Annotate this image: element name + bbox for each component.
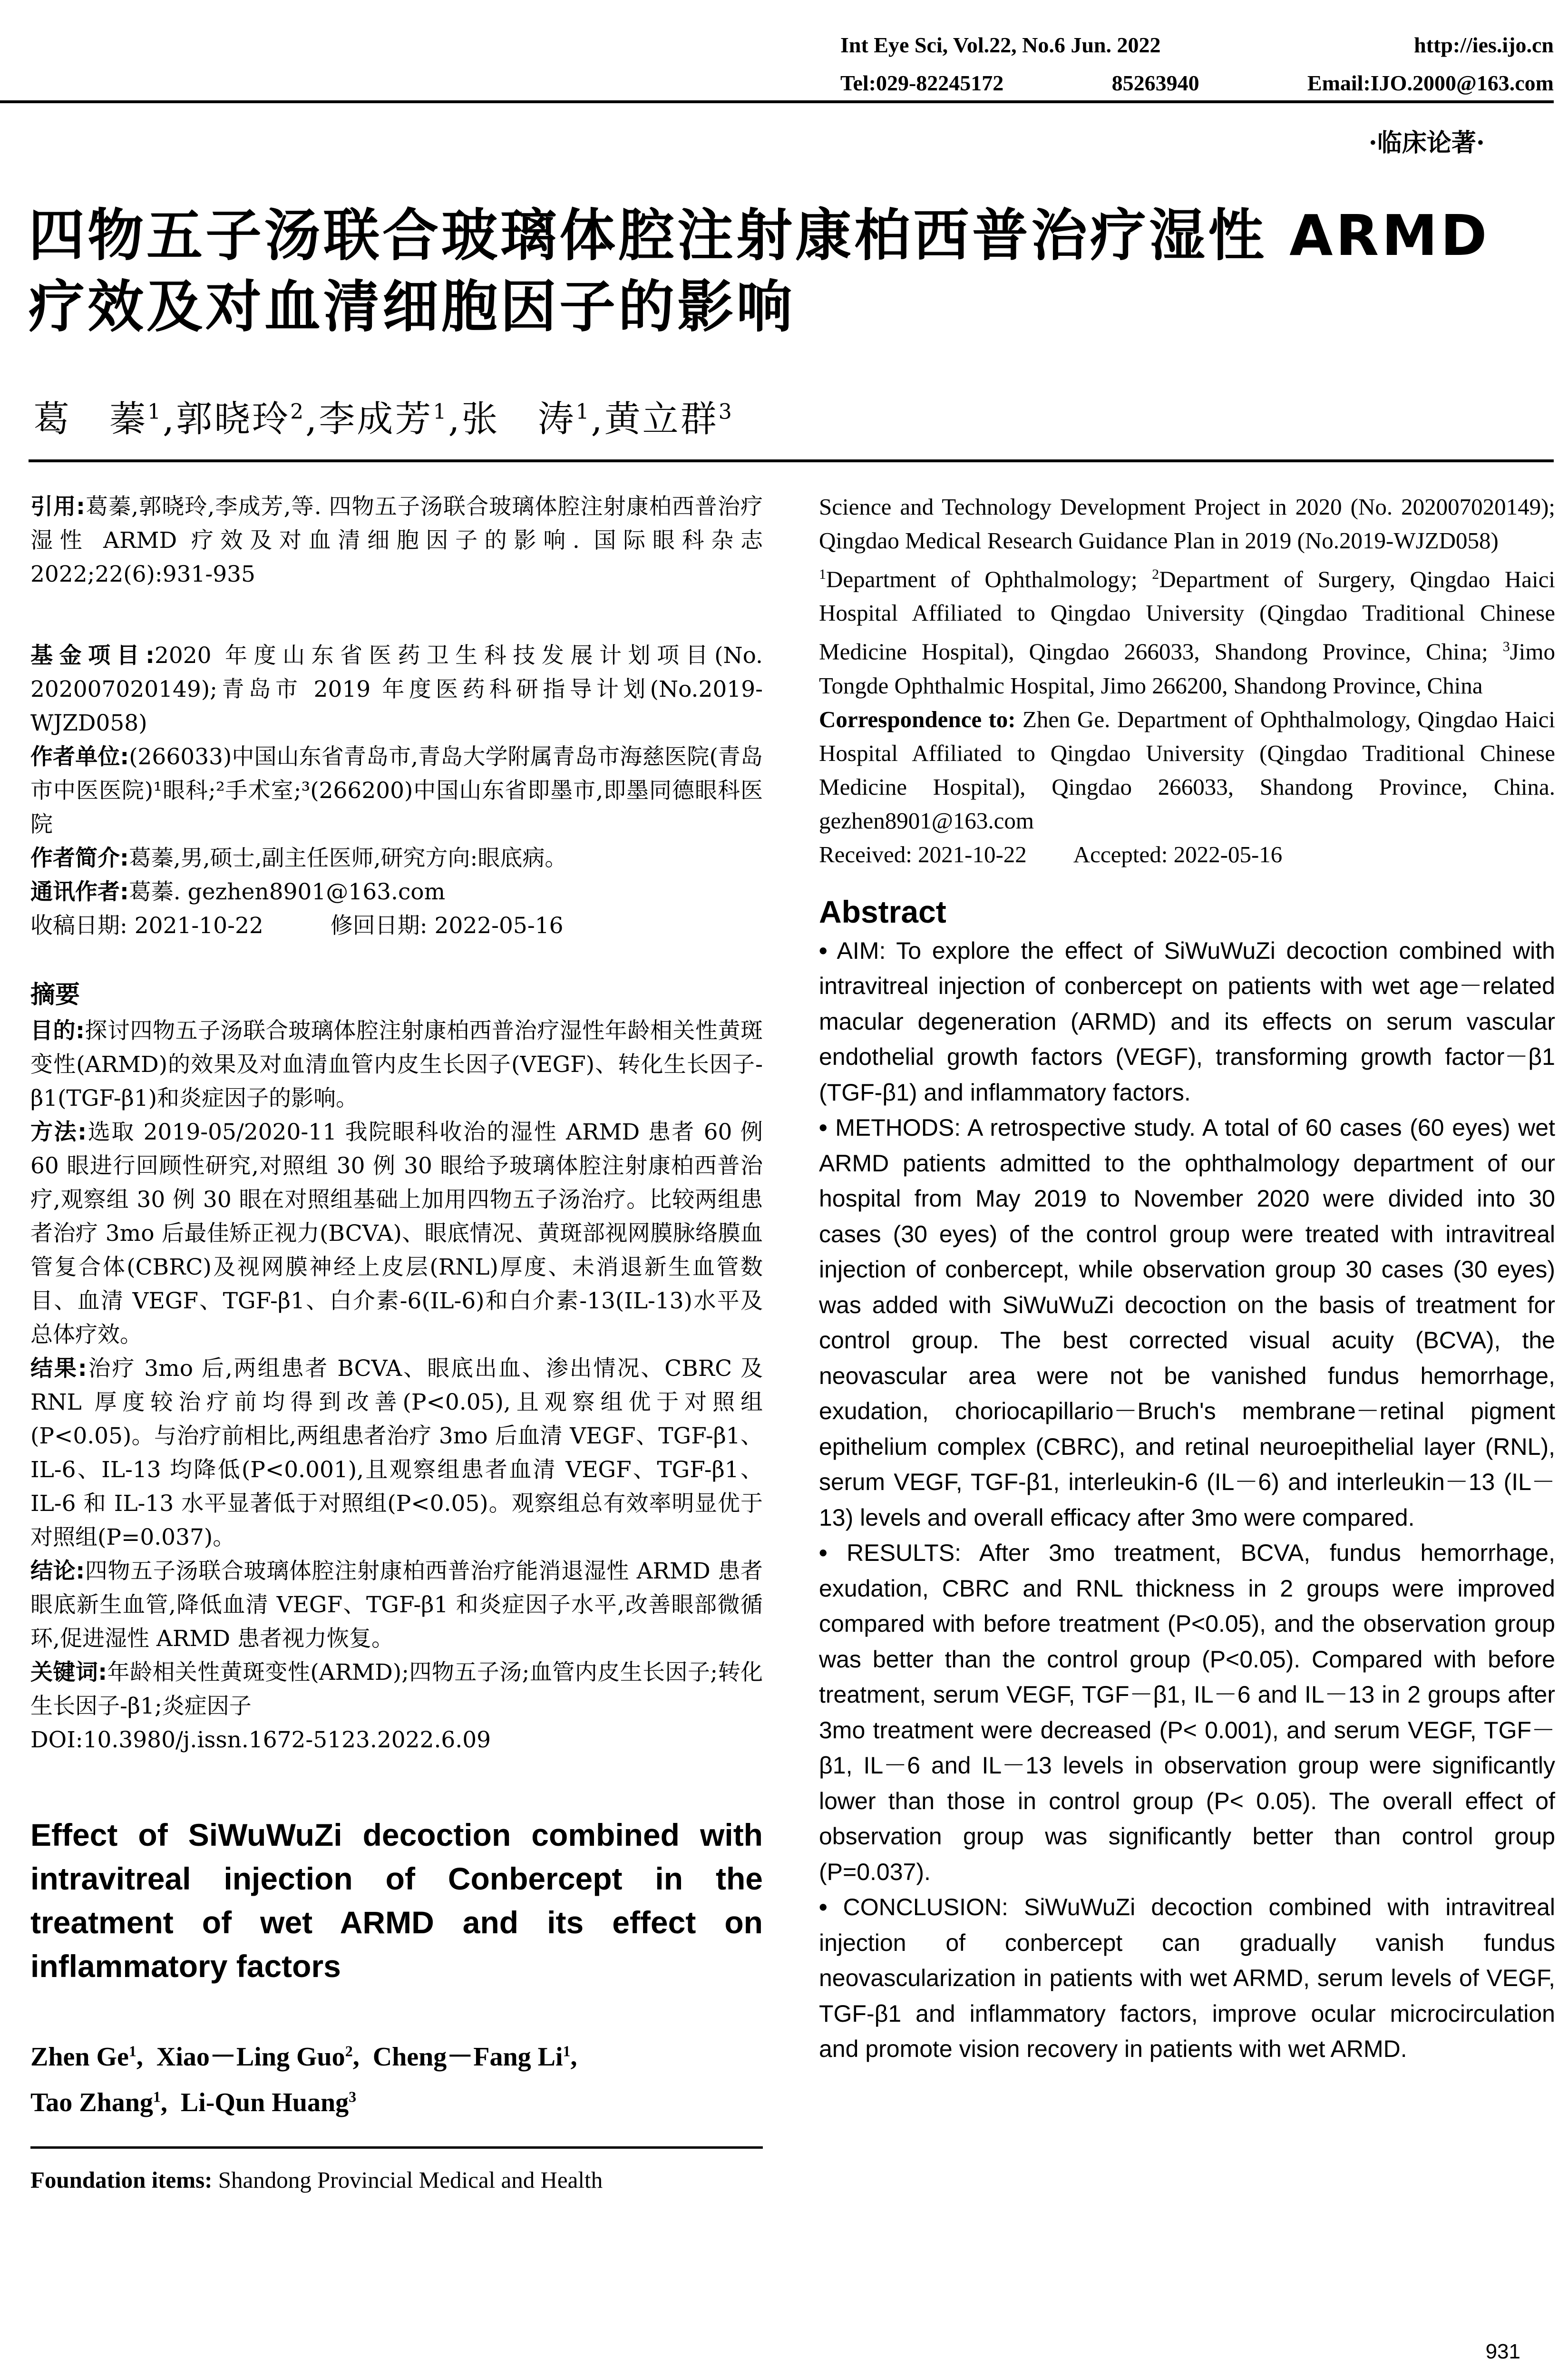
citation: 引用:葛蓁,郭晓玲,李成芳,等. 四物五子汤联合玻璃体腔注射康柏西普治疗湿性 ARMD 疗效及对血清细胞因子的影响. 国际眼科杂志 2022;22(6):931-935: [30, 494, 763, 587]
author-en: Zhen Ge$^1$: [30, 2042, 136, 2072]
left-column: [30, 490, 763, 2197]
corresponding-author-zh: 通讯作者:葛蓁. gezhen8901@163.com: [30, 879, 446, 905]
foundation-rule: [30, 2146, 763, 2149]
journal-email[interactable]: Email:IJO.2000@163.com: [1307, 71, 1554, 95]
title-zh-line-1: 四物五子汤联合玻璃体腔注射康柏西普治疗湿性 ARMD: [29, 203, 1490, 268]
author-en: Xiao－Ling Guo$^2$: [156, 2042, 353, 2072]
abstract-aim-en: • AIM: To explore the effect of SiWuWuZi decoction combined with intravitreal injection of conbercept on patients with wet age－related macular degeneration (ARMD) and its effects on serum vascular endothelial growth factors (VEGF), transforming growth factor－β1 (TGF-β1) and inflammatory factors.: [819, 937, 1555, 1106]
author-bio: 作者简介:葛蓁,男,硕士,副主任医师,研究方向:眼底病。: [30, 845, 567, 871]
dates-zh: 收稿日期: 2021-10-22 修回日期: 2022-05-16: [30, 913, 564, 939]
author-zh: 葛 蓁$^1$: [33, 398, 163, 440]
title-zh: [29, 200, 1550, 342]
dates-en: Received: 2021-10-22 Accepted: 2022-05-16: [819, 841, 1283, 867]
abstract-methods-en: • METHODS: A retrospective study. A total of 60 cases (60 eyes) wet ARMD patients admitted to the ophthalmology department of our hospital from May 2019 to November 2020 were divided into 30 cases (30 eyes) of the control group were treated with intravitreal injection of conbercept, while observation group 30 cases (30 eyes) was added with SiWuWuZi decoction on the basis of treatment for control group. The best corrected visual acuity (BCVA), the neovascular area were not be vanished fundus hemorrhage, exudation, choriocapillario－Bruch's membrane－retinal pigment epithelium complex (CBRC), and retinal neuroepithelial layer (RNL), serum VEGF, TGF-β1, interleukin-6 (IL－6) and interleukin－13 (IL－13) levels and overall efficacy after 3mo were compared.: [819, 1114, 1555, 1531]
doi[interactable]: DOI:10.3980/j.issn.1672-5123.2022.6.09: [30, 1727, 491, 1753]
authors-en: Zhen Ge$^1$, Xiao－Ling Guo$^2$, Cheng－Fang Li$^1$, Tao Zhang$^1$, Li-Qun Huang$^3$: [30, 2042, 577, 2118]
authors-rule: [29, 459, 1554, 462]
page-number: 931: [1485, 2340, 1520, 2363]
affiliation-zh: 作者单位:(266033)中国山东省青岛市,青岛大学附属青岛市海慈医院(青岛市中医医院)¹眼科;²手术室;³(266200)中国山东省即墨市,即墨同德眼科医院: [30, 744, 763, 838]
abstract-conclusion-en: • CONCLUSION: SiWuWuZi decoction combined with intravitreal injection of conbercept can gradually vanish fundus neovascularization in patients with wet ARMD, serum levels of VEGF, TGF-β1 and inflammatory factors, improve ocular microcirculation and promote vision recovery in patients with wet ARMD.: [819, 1894, 1555, 2063]
authors-zh: 葛 蓁$^1$,郭晓玲$^2$,李成芳$^1$,张 涛$^1$,黄立群$^3$: [33, 398, 734, 440]
abstract-heading-en: Abstract: [819, 894, 946, 929]
abstract-conclusion-zh: 结论:四物五子汤联合玻璃体腔注射康柏西普治疗能消退湿性 ARMD 患者眼底新生血管,降低血清 VEGF、TGF-β1 和炎症因子水平,改善眼部微循环,促进湿性 ARMD 患者视力恢复。: [30, 1558, 763, 1652]
title-en: Effect of SiWuWuZi decoction combined with intravitreal injection of Conbercept in the treatment of wet ARMD and its effect on inflammatory factors: [30, 1817, 763, 1984]
abstract-results-en: • RESULTS: After 3mo treatment, BCVA, fundus hemorrhage, exudation, CBRC and RNL thickness in 2 groups were improved compared with before treatment (P<0.05), and the observation group was better than the control group (P<0.05). Compared with before treatment, serum VEGF, TGF－β1, IL－6 and IL－13 in 2 groups after 3mo treatment were decreased (P< 0.001), and serum VEGF, TGF－β1, IL－6 and IL－13 levels in observation group were significantly lower than those in control group (P< 0.05). The overall effect of observation group was significantly better than control group (P=0.037).: [819, 1539, 1555, 1885]
title-zh-line-2: 疗效及对血清细胞因子的影响: [29, 274, 796, 340]
foundation-items: Foundation items: Shandong Provincial Medical and Health: [30, 2167, 603, 2193]
journal-url[interactable]: http://ies.ijo.cn: [1414, 33, 1554, 57]
author-zh: 郭晓玲$^2$: [176, 398, 306, 440]
author-zh: 张 涛$^1$: [461, 398, 591, 440]
author-zh: 黄立群$^3$: [604, 398, 734, 440]
correspondence-en: Correspondence to: Zhen Ge. Department of Ophthalmology, Qingdao Haici Hospital Affiliated to Qingdao University (Qingdao Traditional Chinese Medicine Hospital), Qingdao 266033, Shandong Province, China. gezhen8901@163.com: [819, 706, 1555, 834]
affiliation-en: $^1$Department of Ophthalmology; $^2$Department of Surgery, Qingdao Haici Hospital Affiliated to Qingdao University (Qingdao Traditional Chinese Medicine Hospital), Qingdao 266033, Shandong Province, China; $^3$Jimo Tongde Ophthalmic Hospital, Jimo 266200, Shandong Province, China: [819, 566, 1556, 699]
abstract-results-zh: 结果:治疗 3mo 后,两组患者 BCVA、眼底出血、渗出情况、CBRC 及 RNL 厚度较治疗前均得到改善(P<0.05),且观察组优于对照组(P<0.05)。与治疗前相比,两组患者治疗 3mo 后血清 VEGF、TGF-β1、IL-6、IL-13 均降低(P<0.001),且观察组患者血清 VEGF、TGF-β1、IL-6 和 IL-13 水平显著低于对照组(P<0.05)。观察组总有效率明显优于对照组(P=0.037)。: [30, 1355, 763, 1550]
header-rule: [0, 100, 1554, 103]
column-tag: ·临床论著·: [1368, 128, 1485, 157]
foundation-items-cont: Science and Technology Development Project in 2020 (No. 202007020149); Qingdao Medical Research Guidance Plan in 2019 (No.2019-WJZD058): [819, 494, 1555, 554]
journal-tel-2: 85263940: [1111, 71, 1199, 95]
author-en: Li-Qun Huang$^3$: [180, 2088, 357, 2118]
abstract-methods-zh: 方法:选取 2019-05/2020-11 我院眼科收治的湿性 ARMD 患者 60 例 60 眼进行回顾性研究,对照组 30 例 30 眼给予玻璃体腔注射康柏西普治疗,观察组 30 例 30 眼在对照组基础上加用四物五子汤治疗。比较两组患者治疗 3mo 后最佳矫正视力(BCVA)、眼底情况、黄斑部视网膜脉络膜血管复合体(CBRC)及视网膜神经上皮层(RNL)厚度、未消退新生血管数目、血清 VEGF、TGF-β1、白介素-6(IL-6)和白介素-13(IL-13)水平及总体疗效。: [30, 1119, 763, 1348]
journal-header: [840, 26, 1554, 102]
fund-info: 基金项目:2020 年度山东省医药卫生科技发展计划项目(No. 202007020149);青岛市 2019 年度医药科研指导计划(No.2019-WJZD058): [30, 643, 763, 736]
keywords-zh: 关键词:年龄相关性黄斑变性(ARMD);四物五子汤;血管内皮生长因子;转化生长因子-β1;炎症因子: [30, 1659, 763, 1719]
abstract-heading-zh: 摘要: [30, 981, 80, 1009]
author-en: Tao Zhang$^1$: [30, 2088, 161, 2118]
author-zh: 李成芳$^1$: [319, 398, 448, 440]
author-en: Cheng－Fang Li$^1$: [372, 2042, 571, 2072]
journal-info: Int Eye Sci, Vol.22, No.6 Jun. 2022: [840, 33, 1161, 57]
right-column: [819, 490, 1555, 2067]
journal-tel: Tel:029-82245172: [840, 71, 1004, 95]
abstract-aim-zh: 目的:探讨四物五子汤联合玻璃体腔注射康柏西普治疗湿性年龄相关性黄斑变性(ARMD)的效果及对血清血管内皮生长因子(VEGF)、转化生长因子-β1(TGF-β1)和炎症因子的影响。: [30, 1018, 763, 1111]
